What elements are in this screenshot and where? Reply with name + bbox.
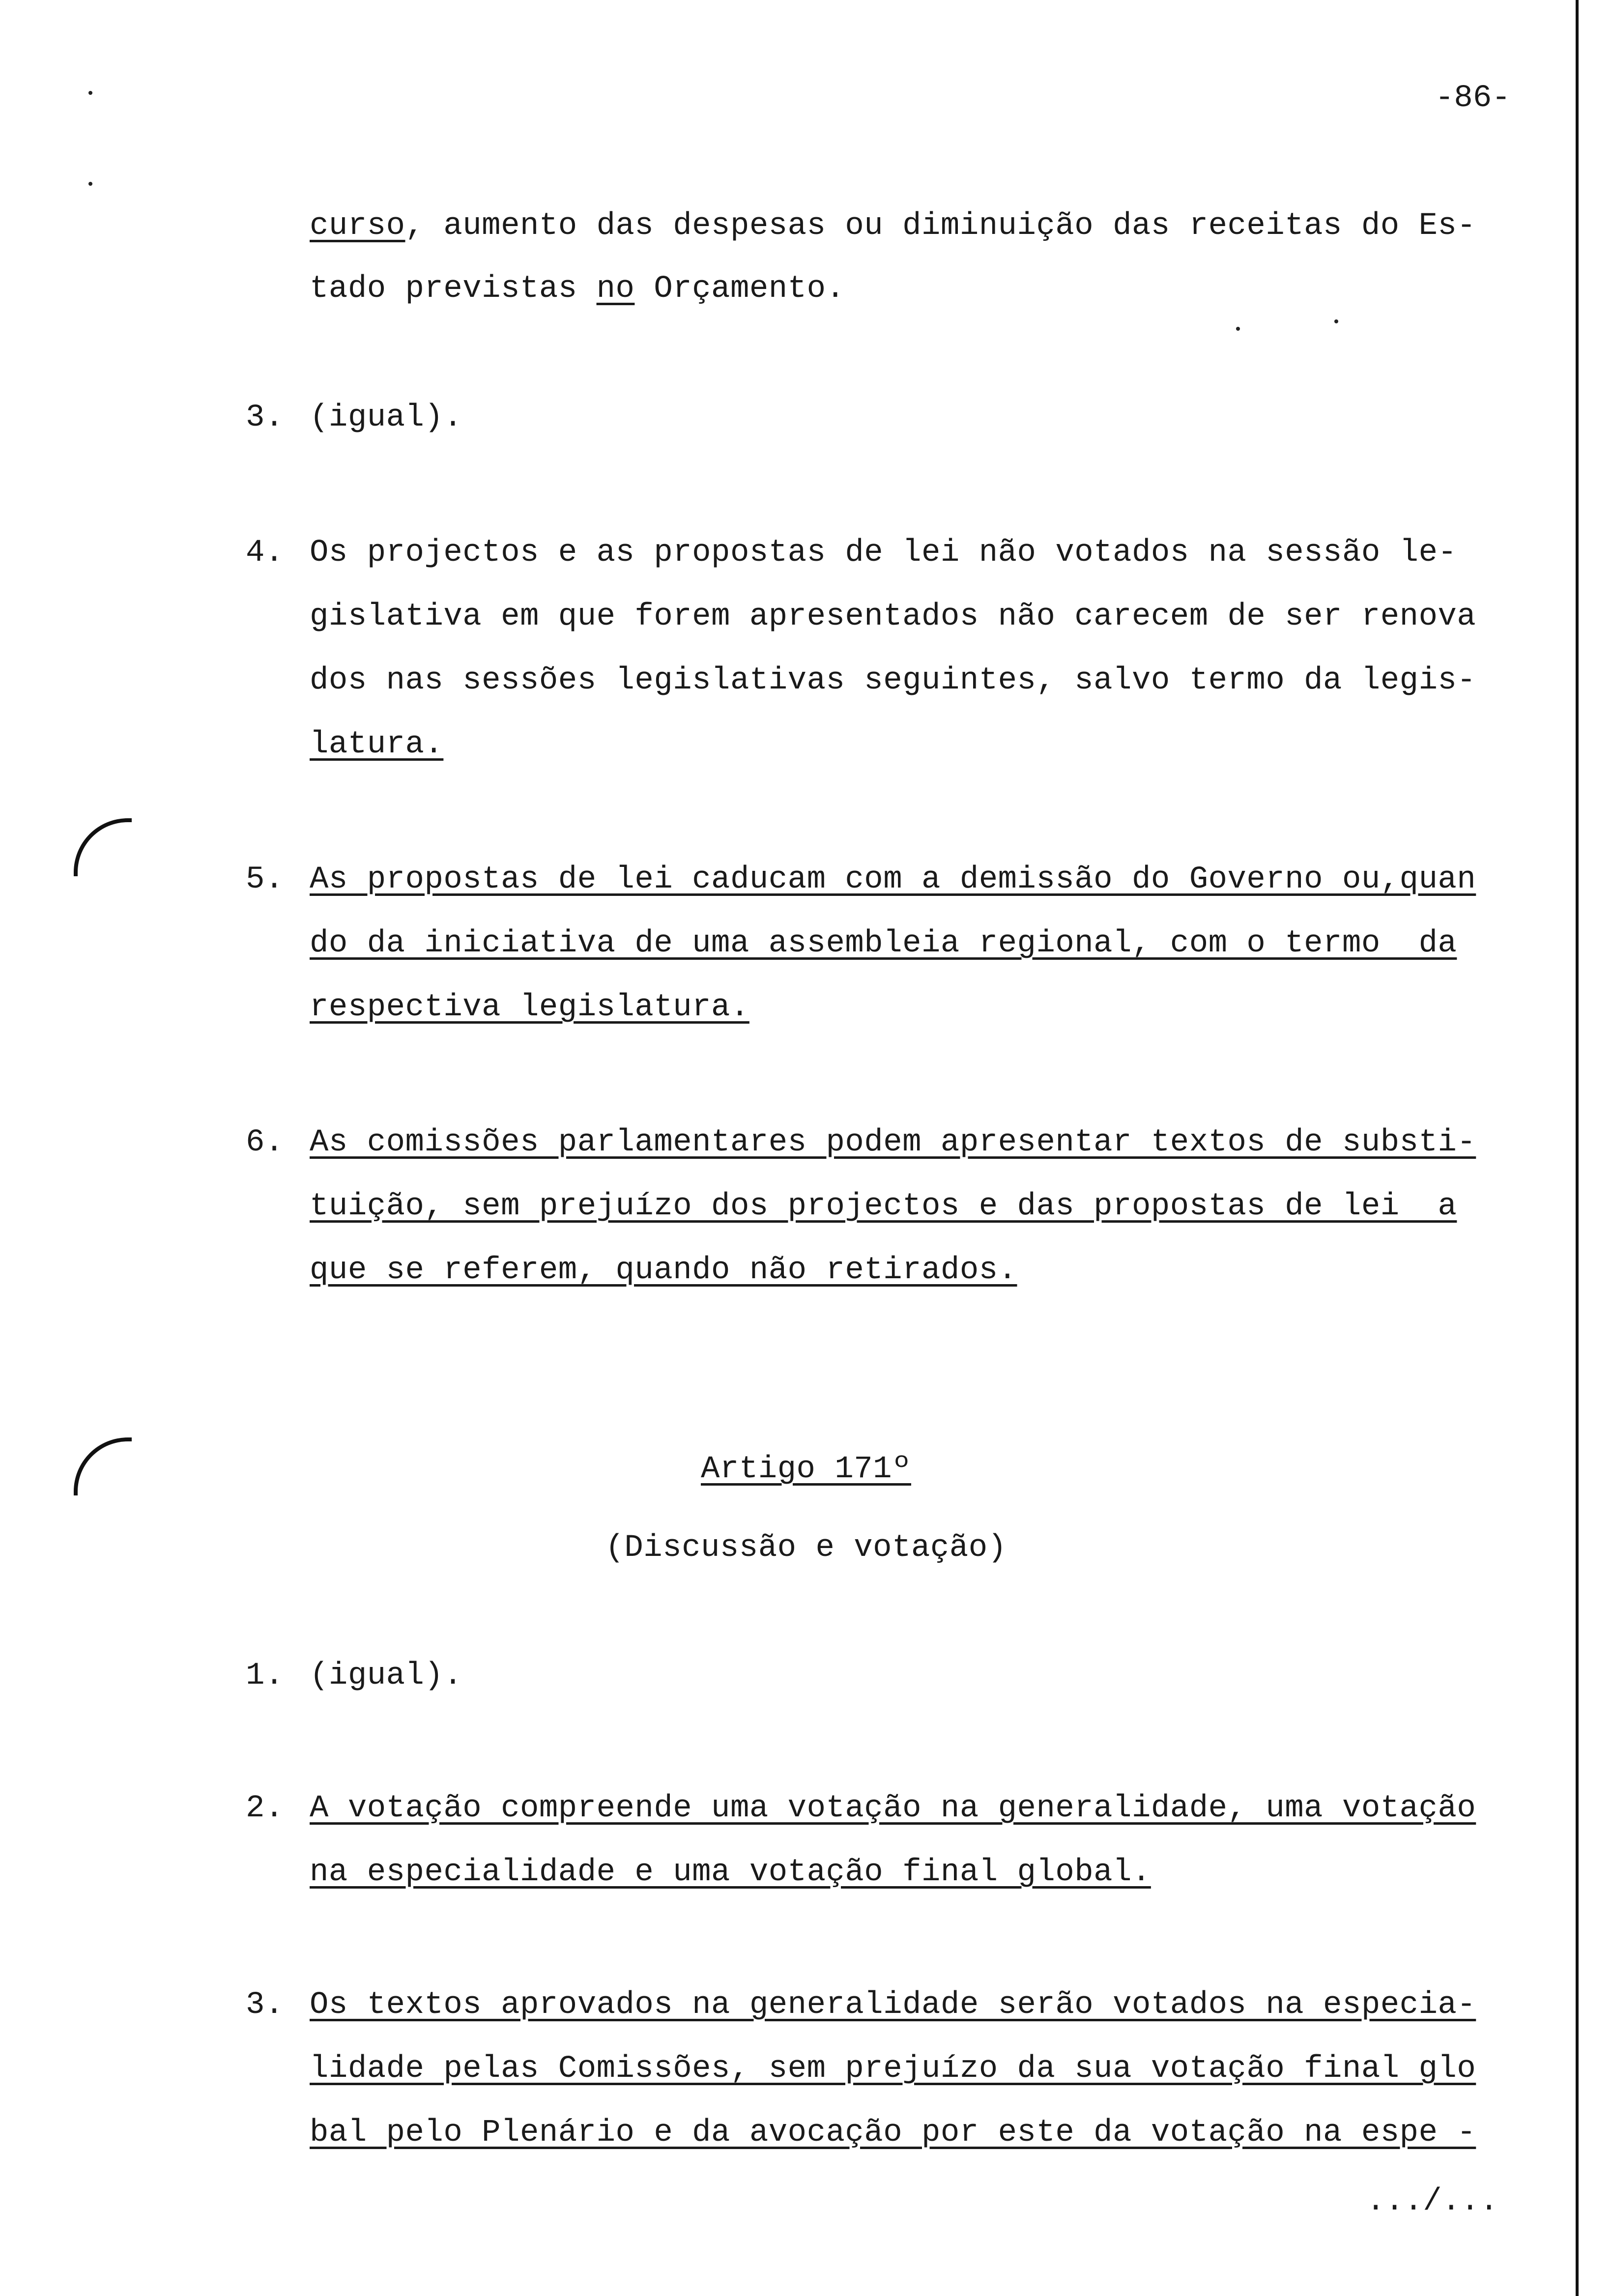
item-number: 4. (246, 535, 284, 571)
item-text: bal pelo Plenário e da avocação por este da votação na espe - (310, 2115, 1476, 2151)
item-text: (igual). (310, 400, 463, 435)
item-text: dos nas sessões legislativas seguintes, salvo termo da legis- (310, 663, 1476, 698)
scan-speck (88, 182, 92, 186)
margin-mark (74, 1437, 132, 1495)
item-text: gislativa em que forem apresentados não carecem de ser renova (310, 599, 1476, 634)
continuation-mark: .../... (1366, 2184, 1498, 2219)
item-text: Os textos aprovados na generalidade serão votados na especia- (310, 1987, 1476, 2023)
intro-line-2 (310, 269, 845, 309)
item-text: Os projectos e as propostas de lei não votados na sessão le- (310, 535, 1457, 571)
intro-text: tado previstas (310, 271, 597, 307)
item-number: 6. (246, 1125, 284, 1160)
item-text: tuição, sem prejuízo dos projectos e das propostas de lei a (310, 1189, 1457, 1224)
item-number: 3. (246, 1987, 284, 2023)
item-text: na especialidade e uma votação final global. (310, 1855, 1151, 1890)
scan-speck (1334, 319, 1338, 323)
item-text: lidade pelas Comissões, sem prejuízo da sua votação final glo (310, 2051, 1476, 2087)
item-text: As propostas de lei caducam com a demissão do Governo ou,quan (310, 862, 1476, 897)
item-text: latura. (310, 727, 444, 762)
item-text: respectiva legislatura. (310, 990, 749, 1025)
item-text: As comissões parlamentares podem apresentar textos de substi- (310, 1125, 1476, 1160)
article-title-wrap (0, 1450, 1612, 1489)
page-number: -86- (1435, 81, 1511, 116)
item-number: 2. (246, 1791, 284, 1826)
item-number: 1. (246, 1658, 284, 1693)
scan-speck (1236, 327, 1240, 331)
intro-text: Orçamento. (634, 271, 845, 307)
margin-mark (74, 818, 132, 876)
scan-speck (88, 91, 92, 95)
item-text: (igual). (310, 1658, 463, 1693)
item-number: 3. (246, 400, 284, 435)
underlined-word: no (596, 271, 635, 307)
intro-text: , aumento das despesas ou diminuição das receitas do Es- (405, 208, 1476, 244)
intro-line-1 (310, 206, 1476, 246)
underlined-word: curso (310, 208, 405, 244)
item-text: que se referem, quando não retirados. (310, 1253, 1017, 1288)
item-number: 5. (246, 862, 284, 897)
page-edge-line (1576, 0, 1579, 2296)
item-text: A votação compreende uma votação na generalidade, uma votação (310, 1791, 1476, 1826)
item-text: do da iniciativa de uma assembleia regional, com o termo da (310, 926, 1457, 961)
article-subtitle: (Discussão e votação) (605, 1530, 1007, 1566)
article-title: Artigo 171º (701, 1452, 911, 1487)
